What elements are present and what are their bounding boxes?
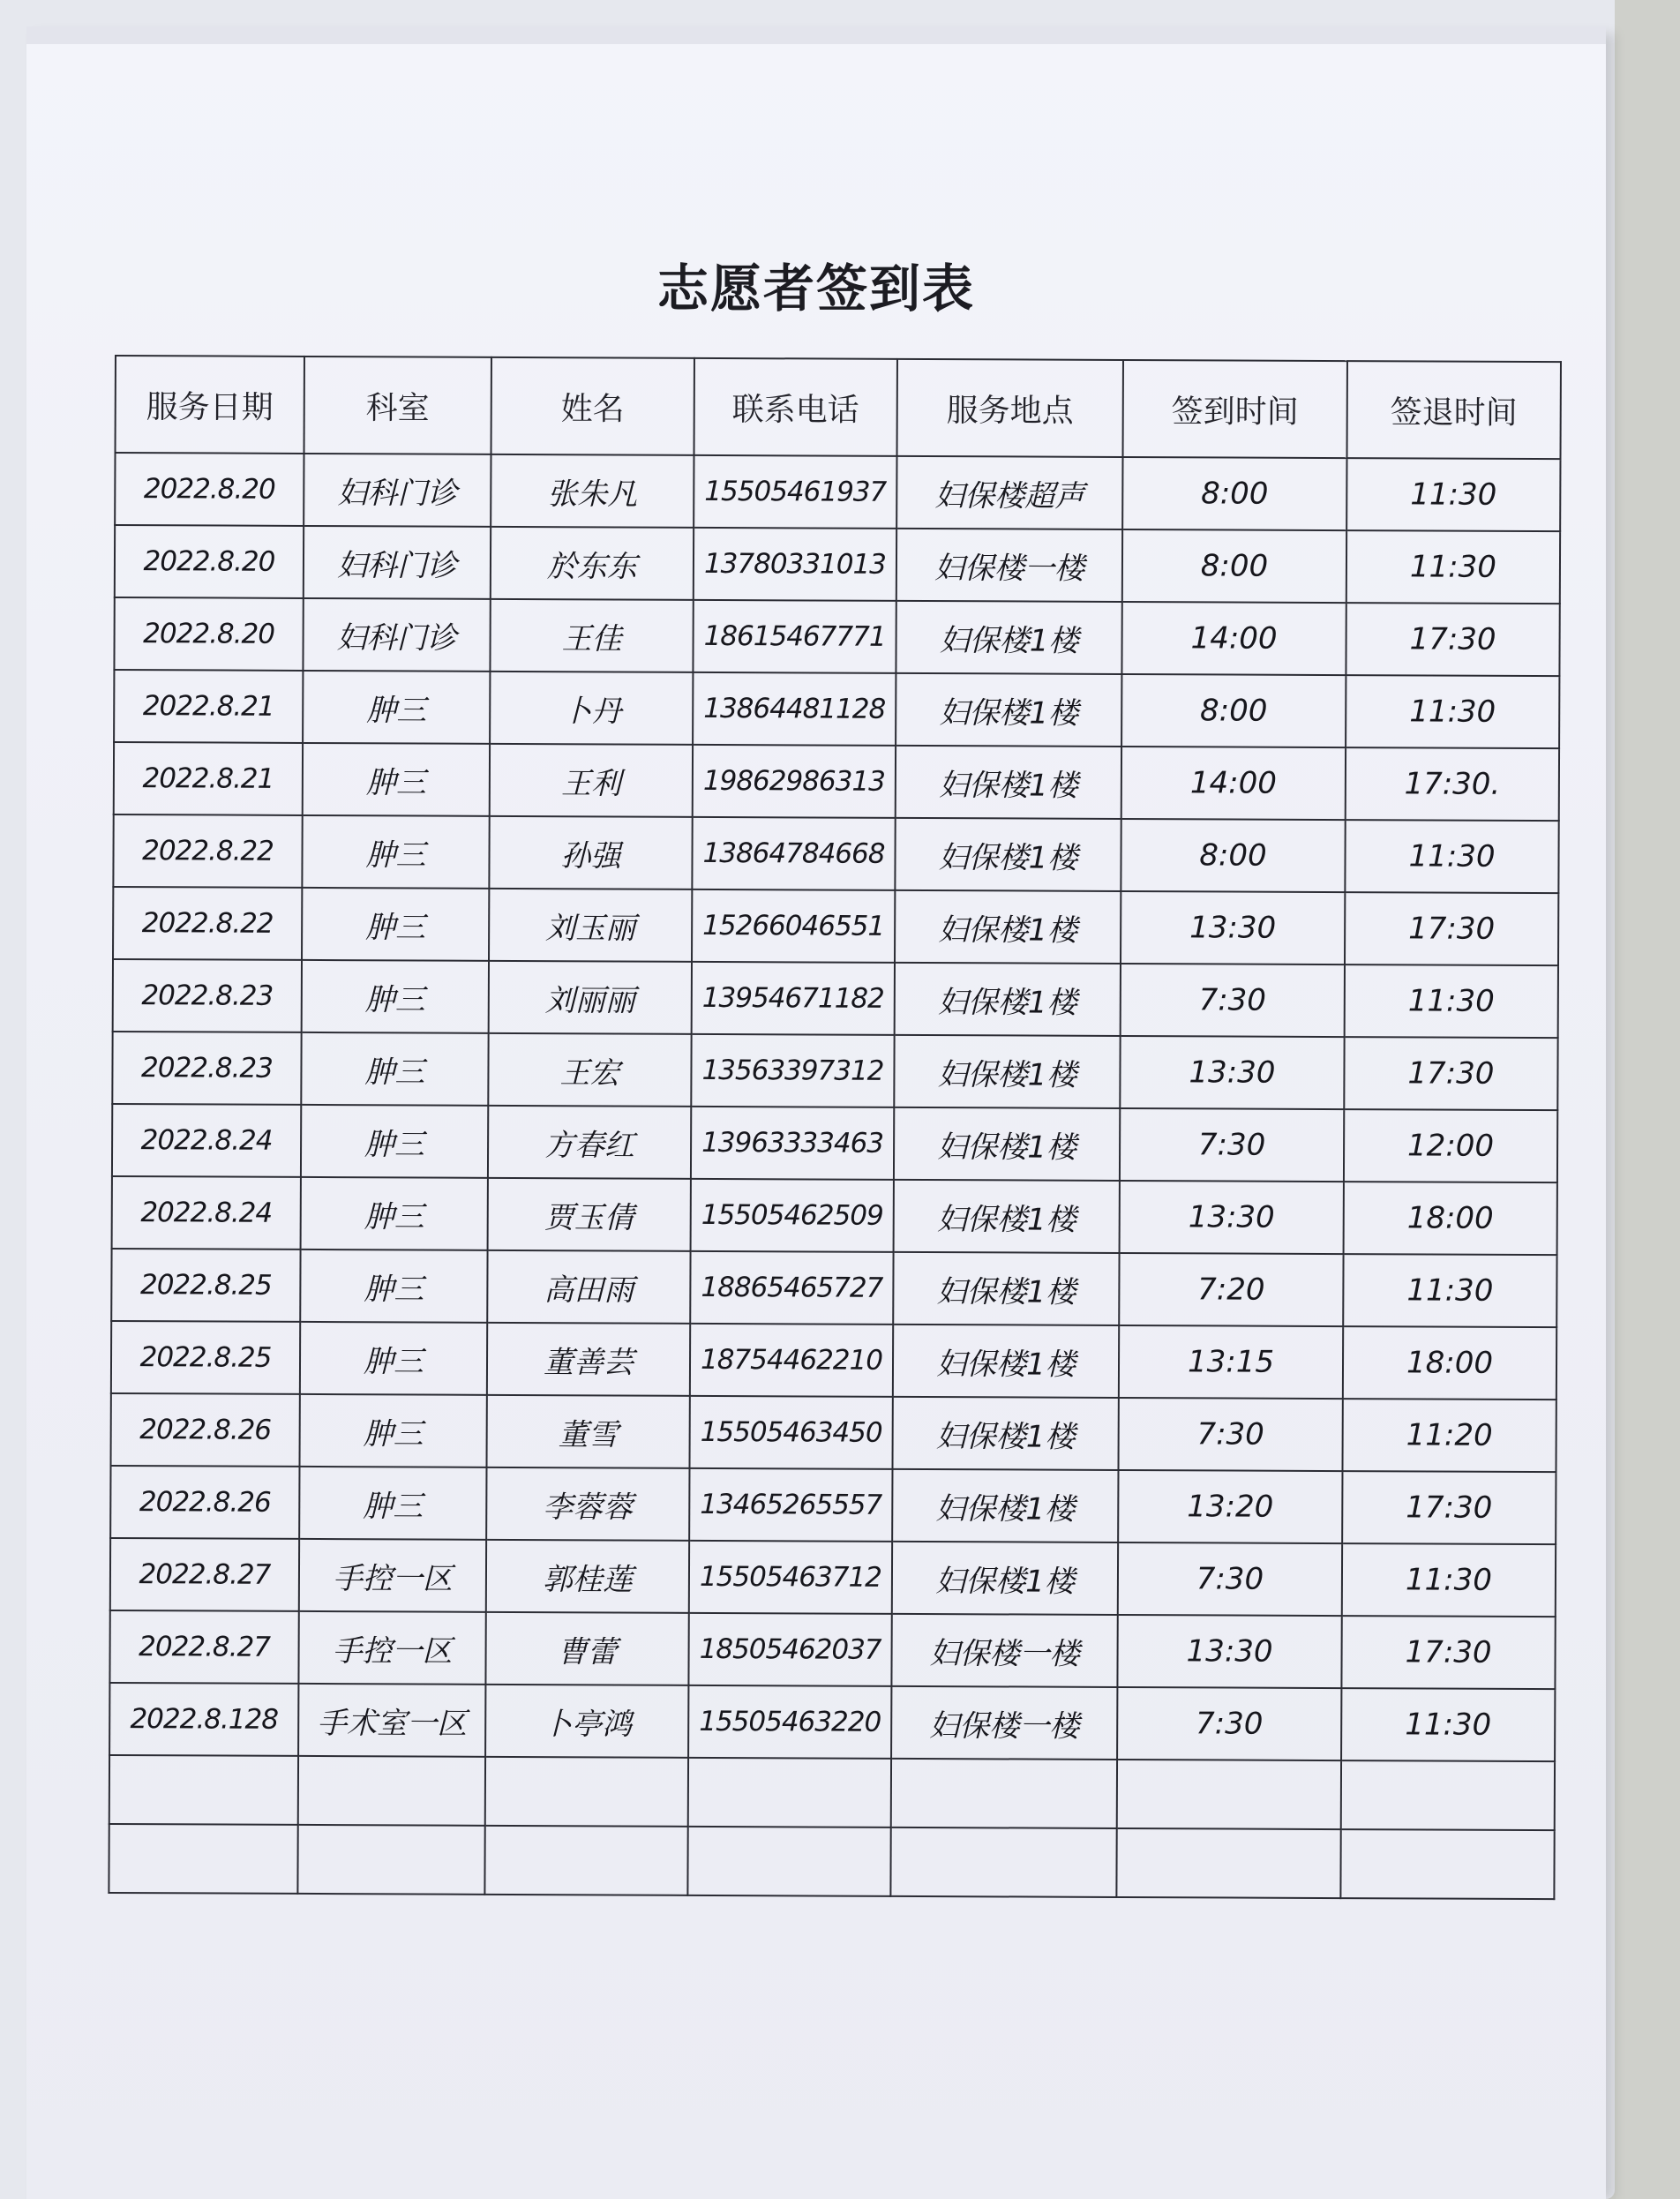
cell-department: 肿三 (302, 888, 489, 961)
cell-department: 肿三 (301, 1032, 488, 1106)
cell-date: 2022.8.25 (111, 1321, 300, 1394)
table-row (110, 1466, 1556, 1544)
empty-cell (1116, 1828, 1340, 1898)
cell-sign-in: 8:00 (1121, 819, 1345, 892)
cell-location: 妇保楼1楼 (894, 1180, 1120, 1253)
cell-phone: 13864784668 (692, 817, 895, 890)
cell-sign-out: 17:30 (1345, 892, 1558, 965)
cell-location: 妇保楼1楼 (894, 1035, 1120, 1108)
cell-phone: 13465265557 (689, 1468, 892, 1542)
cell-sign-out: 17:30 (1342, 1471, 1556, 1544)
cell-phone: 18615467771 (693, 600, 896, 673)
empty-cell (890, 1827, 1116, 1897)
empty-cell (298, 1756, 485, 1826)
table-row (111, 1393, 1556, 1472)
cell-department: 肿三 (300, 1250, 487, 1323)
cell-sign-in: 7:20 (1119, 1253, 1343, 1326)
table-row (110, 1538, 1556, 1617)
table-row (111, 1249, 1556, 1327)
cell-name: 王宏 (488, 1033, 691, 1107)
empty-cell (297, 1825, 484, 1895)
cell-sign-in: 8:00 (1122, 457, 1346, 530)
table-row (114, 742, 1559, 821)
cell-phone: 13954671182 (692, 962, 895, 1035)
cell-name: 王佳 (490, 599, 693, 672)
cell-department: 肿三 (303, 671, 490, 744)
cell-location: 妇保楼一楼 (891, 1614, 1117, 1687)
cell-department: 手控一区 (298, 1611, 485, 1685)
cell-date: 2022.8.26 (110, 1466, 299, 1539)
cell-name: 贾玉倩 (488, 1178, 691, 1251)
table-row (113, 959, 1558, 1038)
cell-sign-in: 13:20 (1118, 1470, 1342, 1543)
table-row (113, 814, 1558, 893)
table-body (109, 453, 1560, 1899)
empty-cell (109, 1755, 298, 1825)
cell-sign-out: 11:30 (1343, 1254, 1556, 1327)
cell-location: 妇保楼1楼 (892, 1469, 1118, 1542)
cell-sign-in: 7:30 (1120, 1108, 1344, 1182)
cell-date: 2022.8.22 (113, 814, 302, 888)
empty-cell (1340, 1829, 1554, 1899)
table-row (115, 525, 1560, 604)
cell-location: 妇保楼1楼 (893, 1325, 1119, 1398)
cell-date: 2022.8.21 (114, 670, 303, 743)
cell-sign-in: 13:30 (1121, 891, 1345, 964)
header-location: 服务地点 (897, 359, 1123, 457)
cell-name: 於东东 (491, 527, 694, 600)
cell-sign-in: 7:30 (1121, 964, 1345, 1037)
cell-location: 妇保楼1楼 (894, 1107, 1120, 1181)
cell-phone: 15505461937 (694, 455, 896, 529)
cell-sign-in: 7:30 (1118, 1398, 1342, 1471)
cell-phone: 15505462509 (691, 1179, 894, 1252)
empty-cell (891, 1759, 1117, 1828)
cell-date: 2022.8.27 (110, 1538, 299, 1611)
cell-date: 2022.8.24 (112, 1104, 301, 1177)
cell-location: 妇保楼1楼 (893, 1252, 1119, 1325)
table-row (113, 887, 1558, 965)
cell-date: 2022.8.23 (113, 959, 302, 1032)
table-row (111, 1321, 1556, 1400)
cell-phone: 13780331013 (694, 528, 896, 601)
cell-location: 妇保楼1楼 (895, 963, 1121, 1036)
cell-sign-out: 11:30 (1346, 675, 1559, 748)
paper-page (26, 26, 1606, 2199)
cell-sign-out: 11:30 (1342, 1543, 1556, 1617)
cell-department: 肿三 (300, 1322, 487, 1395)
cell-phone: 15505463450 (690, 1396, 893, 1469)
table-row (114, 670, 1559, 748)
cell-date: 2022.8.21 (114, 742, 303, 815)
cell-sign-in: 7:30 (1117, 1687, 1341, 1760)
cell-location: 妇保楼1楼 (896, 673, 1121, 747)
empty-cell (687, 1827, 890, 1896)
cell-sign-in: 13:30 (1117, 1615, 1341, 1688)
cell-department: 肿三 (299, 1467, 486, 1540)
cell-sign-in: 8:00 (1121, 674, 1346, 747)
empty-row (109, 1824, 1554, 1899)
cell-name: 高田雨 (487, 1250, 690, 1324)
cell-department: 肿三 (301, 1177, 488, 1250)
cell-department: 肿三 (301, 1105, 488, 1178)
cell-sign-in: 13:30 (1120, 1181, 1344, 1254)
cell-location: 妇保楼超声 (896, 456, 1122, 529)
page-top-edge (26, 26, 1606, 44)
table-row (112, 1104, 1557, 1182)
cell-sign-out: 11:30 (1345, 820, 1558, 893)
header-department: 科室 (304, 356, 491, 454)
cell-sign-out: 17:30 (1346, 603, 1559, 676)
cell-location: 妇保楼1楼 (895, 818, 1121, 891)
cell-phone: 18754462210 (690, 1324, 893, 1397)
cell-location: 妇保楼1楼 (892, 1542, 1118, 1615)
cell-phone: 18865465727 (690, 1251, 893, 1325)
cell-sign-in: 7:30 (1118, 1542, 1342, 1616)
cell-department: 妇科门诊 (303, 598, 490, 672)
empty-row (109, 1755, 1555, 1830)
cell-date: 2022.8.20 (115, 525, 304, 598)
cell-sign-in: 14:00 (1121, 747, 1346, 820)
sign-in-table (108, 355, 1562, 1900)
cell-phone: 15266046551 (692, 889, 895, 963)
cell-name: 郭桂莲 (486, 1540, 689, 1613)
cell-department: 妇科门诊 (304, 454, 491, 527)
header-date: 服务日期 (116, 356, 304, 454)
cell-department: 肿三 (302, 960, 489, 1033)
cell-name: 王利 (490, 744, 693, 817)
table-row (114, 597, 1559, 676)
cell-date: 2022.8.23 (112, 1032, 301, 1105)
cell-sign-out: 11:30 (1346, 530, 1560, 604)
table-row (112, 1032, 1557, 1110)
cell-phone: 13563397312 (691, 1034, 894, 1107)
cell-sign-out: 17:30 (1344, 1037, 1557, 1110)
cell-phone: 19862986313 (693, 745, 896, 818)
table-row (115, 453, 1560, 531)
cell-date: 2022.8.27 (109, 1610, 298, 1684)
cell-location: 妇保楼1楼 (896, 601, 1121, 674)
cell-department: 手术室一区 (298, 1684, 485, 1757)
cell-sign-in: 14:00 (1121, 602, 1346, 675)
cell-phone: 15505463712 (689, 1541, 892, 1614)
empty-cell (1341, 1760, 1555, 1830)
cell-department: 妇科门诊 (304, 526, 491, 599)
cell-sign-out: 17:30. (1346, 747, 1559, 821)
cell-name: 方春红 (488, 1106, 691, 1179)
cell-date: 2022.8.26 (111, 1393, 300, 1467)
empty-cell (484, 1826, 687, 1895)
cell-sign-in: 13:30 (1120, 1036, 1344, 1109)
cell-date: 2022.8.24 (112, 1176, 301, 1250)
cell-phone: 13963333463 (691, 1107, 894, 1180)
cell-date: 2022.8.20 (114, 597, 303, 671)
header-sign-in: 签到时间 (1123, 360, 1347, 458)
cell-sign-out: 11:20 (1342, 1399, 1556, 1472)
cell-name: 曹蕾 (485, 1612, 688, 1685)
cell-location: 妇保楼1楼 (892, 1397, 1118, 1470)
cell-sign-in: 8:00 (1122, 529, 1346, 603)
empty-cell (688, 1758, 891, 1827)
cell-location: 妇保楼1楼 (895, 890, 1121, 964)
cell-name: 刘丽丽 (489, 961, 692, 1034)
cell-phone: 15505463220 (688, 1685, 891, 1759)
cell-date: 2022.8.20 (115, 453, 304, 526)
cell-location: 妇保楼一楼 (891, 1686, 1117, 1760)
cell-date: 2022.8.22 (113, 887, 302, 960)
cell-phone: 18505462037 (688, 1613, 891, 1686)
cell-name: 董善芸 (487, 1323, 690, 1396)
empty-cell (109, 1824, 297, 1894)
cell-department: 肿三 (303, 743, 490, 816)
cell-department: 手控一区 (299, 1539, 486, 1612)
cell-sign-in: 13:15 (1119, 1325, 1343, 1399)
cell-name: 董雪 (487, 1395, 690, 1468)
header-name: 姓名 (491, 357, 694, 455)
table-row (109, 1610, 1555, 1689)
cell-name: 卜亭鸿 (485, 1685, 688, 1758)
cell-name: 李蓉蓉 (486, 1467, 689, 1541)
cell-location: 妇保楼一楼 (896, 529, 1122, 602)
cell-date: 2022.8.25 (111, 1249, 300, 1322)
cell-sign-out: 11:30 (1341, 1688, 1555, 1761)
cell-location: 妇保楼1楼 (896, 746, 1121, 819)
cell-sign-out: 11:30 (1346, 458, 1560, 531)
cell-sign-out: 17:30 (1341, 1616, 1555, 1689)
cell-date: 2022.8.128 (109, 1683, 298, 1756)
cell-sign-out: 11:30 (1345, 964, 1558, 1038)
cell-name: 张朱凡 (491, 454, 694, 528)
page-title: 志愿者签到表 (656, 259, 975, 319)
cell-name: 刘玉丽 (489, 889, 692, 962)
header-phone: 联系电话 (694, 358, 897, 456)
empty-cell (1117, 1760, 1341, 1829)
cell-sign-out: 18:00 (1343, 1326, 1556, 1400)
cell-sign-out: 18:00 (1344, 1182, 1557, 1255)
cell-name: 孙强 (489, 816, 692, 889)
cell-name: 卜丹 (490, 672, 693, 745)
table-row (109, 1683, 1555, 1761)
table-row (112, 1176, 1557, 1255)
cell-phone: 13864481128 (693, 672, 896, 746)
cell-sign-out: 12:00 (1344, 1109, 1557, 1182)
header-row (116, 356, 1561, 459)
empty-cell (485, 1757, 688, 1827)
cell-department: 肿三 (302, 815, 489, 889)
cell-department: 肿三 (300, 1394, 487, 1467)
header-sign-out: 签退时间 (1347, 361, 1561, 459)
